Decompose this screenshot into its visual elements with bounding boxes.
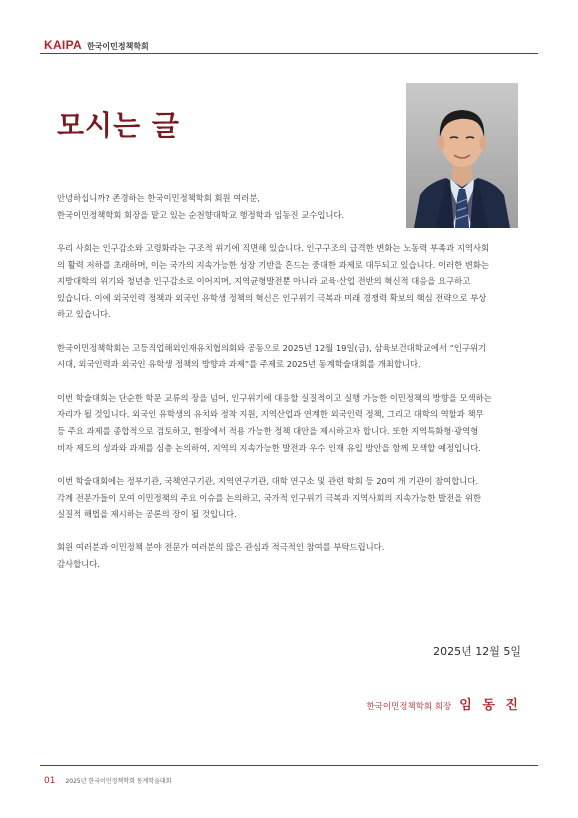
letter-date: 2025년 12월 5일 <box>433 645 521 658</box>
body-paragraph <box>57 539 522 572</box>
paragraph-line: 안녕하십니까? 존경하는 한국이민정책학회 회원 여러분, <box>57 193 261 203</box>
body-paragraph <box>57 190 522 223</box>
paragraph-line: 우리 사회는 인구감소와 고령화라는 구조적 위기에 직면해 있습니다. 인구구조의 급격한 변화는 노동력 부족과 지역사회 <box>57 242 490 253</box>
page-header <box>44 38 149 52</box>
body-paragraph <box>57 340 522 373</box>
paragraph-line: 실질적 해법을 제시하는 공론의 장이 될 것입니다. <box>57 509 237 520</box>
paragraph-line: 비자 제도의 성과와 과제를 심층 논의하여, 지역의 지속가능한 발전과 우수 인재 유입 방안을 함께 모색할 예정입니다. <box>57 442 481 453</box>
body-paragraph <box>57 390 522 456</box>
letter-body <box>57 190 522 589</box>
body-paragraph <box>57 240 522 323</box>
signer-name: 임 동 진 <box>459 698 521 713</box>
page-number: 01 <box>44 776 56 786</box>
paragraph-line: 지방대학의 위기와 청년층 인구감소로 이어지며, 지역균형발전뿐 아니라 교육·산업 전반의 혁신적 대응을 요구하고 <box>57 276 471 287</box>
paragraph-line: 이번 학술대회는 단순한 학문 교류의 장을 넘어, 인구위기에 대응할 실질적이고 실행 가능한 이민정책의 방향을 모색하는 <box>57 392 492 403</box>
paragraph-line: 등 주요 과제를 종합적으로 검토하고, 현장에서 적용 가능한 정책 대안을 제시하고자 합니다. 또한 지역특화형·광역형 <box>57 425 479 436</box>
footer-text: 2025년 한국이민정책학회 동계학술대회 <box>65 778 172 785</box>
paragraph-line: 이번 학술대회에는 정부기관, 국책연구기관, 지역연구기관, 대학 연구소 및 관련 학회 등 20여 개 기관이 참여합니다. <box>57 475 479 486</box>
footer-rule <box>40 765 538 766</box>
paragraph-line: 한국이민정책학회는 고등직업해외인재유치협의회와 공동으로 2025년 12월 19일(금), 삼육보건대학교에서 “인구위기 <box>57 342 487 353</box>
paragraph-line: 한국이민정책학회 회장을 맡고 있는 순천향대학교 행정학과 임동진 교수입니다. <box>57 209 345 220</box>
paragraph-line: 의 활력 저하를 초래하며, 이는 국가의 지속가능한 성장 기반을 흔드는 중대한 과제로 대두되고 있습니다. 이러한 변화는 <box>57 259 489 270</box>
page-title: 모시는 글 <box>57 109 180 142</box>
paragraph-line: 있습니다. 이에 외국인력 정책과 외국인 유학생 정책의 혁신은 인구위기 극복과 미래 경쟁력 확보의 핵심 전략으로 부상 <box>57 292 487 303</box>
signature-block <box>366 694 521 713</box>
paragraph-line: 감사합니다. <box>57 559 100 570</box>
kaipa-logo: KAIPA <box>44 38 82 52</box>
body-paragraph <box>57 473 522 523</box>
paragraph-line: 하고 있습니다. <box>57 309 111 320</box>
signer-role: 한국이민정책학회 회장 <box>366 702 452 712</box>
page-footer <box>44 776 171 786</box>
header-rule <box>40 53 538 54</box>
org-name: 한국이민정책학회 <box>86 42 149 51</box>
paragraph-line: 시대, 외국인력과 외국인 유학생 정책의 방향과 과제”를 주제로 2025년 동계학술대회를 개최합니다. <box>57 359 421 370</box>
paragraph-line: 자리가 될 것입니다. 외국인 유학생의 유치와 정착 지원, 지역산업과 연계한 외국인력 정책, 그리고 대학의 역할과 책무 <box>57 409 484 420</box>
paragraph-line: 회원 여러분과 이민정책 분야 전문가 여러분의 많은 관심과 적극적인 참여를 부탁드립니다. <box>57 542 385 553</box>
paragraph-line: 각계 전문가들이 모여 이민정책의 주요 이슈를 논의하고, 국가적 인구위기 극복과 지역사회의 지속가능한 발전을 위한 <box>57 492 482 503</box>
